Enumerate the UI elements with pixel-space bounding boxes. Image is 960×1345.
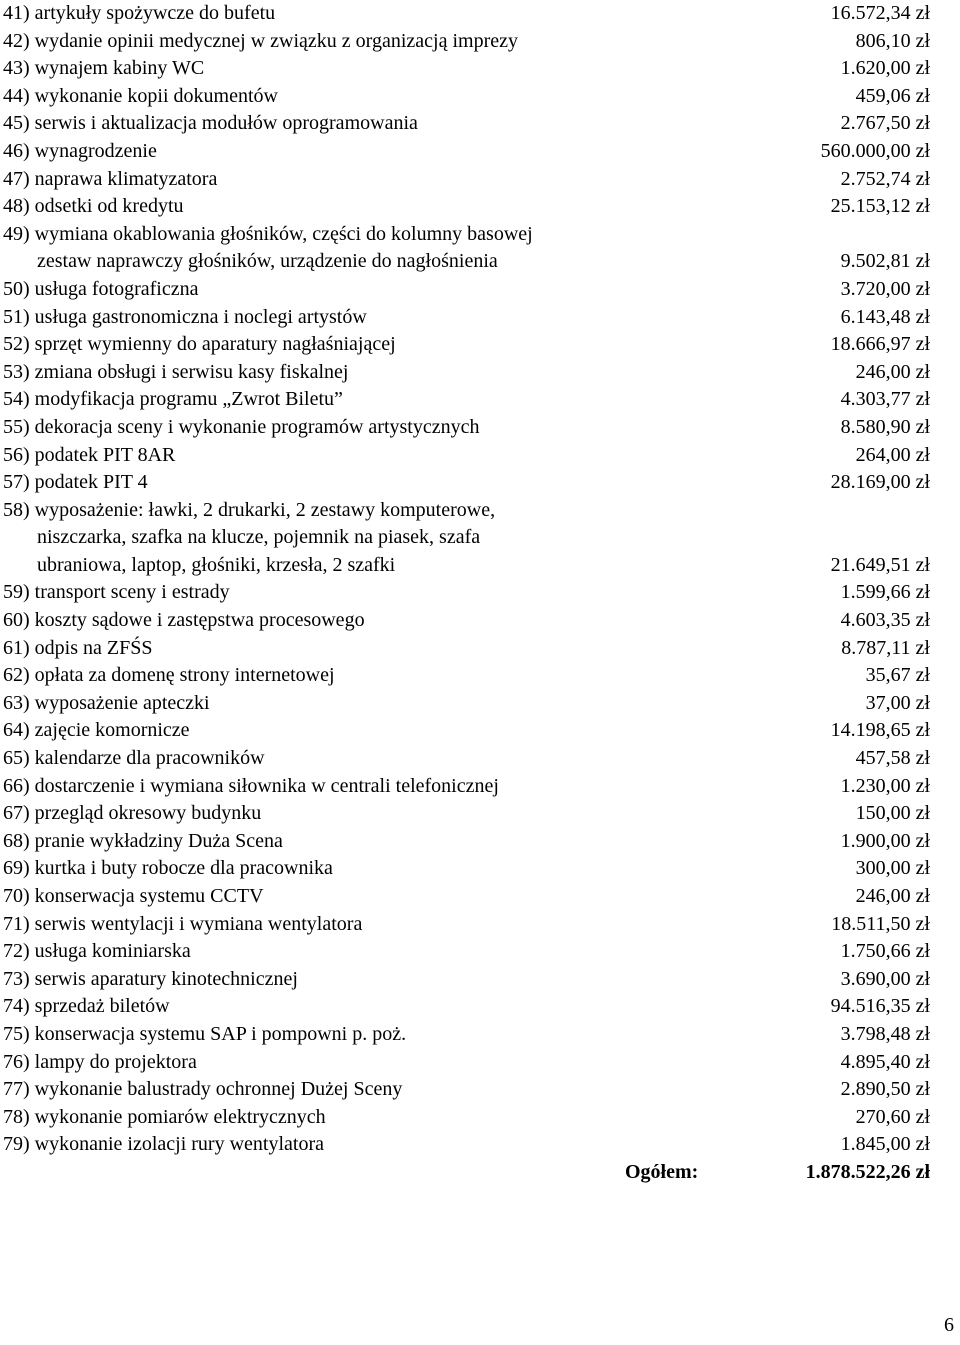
expense-item bbox=[0, 276, 960, 304]
expense-item-description bbox=[3, 414, 930, 442]
expense-item-amount: 3.798,48 zł bbox=[840, 1022, 930, 1045]
expense-item-description bbox=[3, 1104, 930, 1132]
expense-item bbox=[0, 331, 960, 359]
expense-item-amount: 1.620,00 zł bbox=[840, 57, 930, 80]
expense-item-amount: 246,00 zł bbox=[855, 360, 930, 383]
expense-item-description bbox=[3, 855, 930, 883]
expense-item-amount: 1.845,00 zł bbox=[840, 1133, 930, 1156]
expense-item-description-line: 77) wykonanie balustrady ochronnej Dużej Sceny bbox=[3, 1078, 403, 1101]
expense-item-description-line: 49) wymiana okablowania głośników, części do kolumny basowej bbox=[3, 222, 533, 245]
page-number: 6 bbox=[944, 1314, 954, 1336]
expense-item-amount: 1.900,00 zł bbox=[840, 829, 930, 852]
expense-item-description-line: niszczarka, szafka na klucze, pojemnik na piasek, szafa bbox=[37, 526, 481, 549]
expense-item-description-line: 62) opłata za domenę strony internetowej bbox=[3, 664, 335, 687]
expense-item-description bbox=[3, 883, 930, 911]
expense-item-amount: 1.599,66 zł bbox=[840, 581, 930, 604]
expense-item-amount: 246,00 zł bbox=[855, 885, 930, 907]
expense-item-description bbox=[3, 1049, 930, 1077]
expense-item bbox=[0, 1049, 960, 1077]
expense-item-description-line: 79) wykonanie izolacji rury wentylatora bbox=[3, 1133, 324, 1156]
expense-item bbox=[0, 414, 960, 442]
expense-item-amount: 457,58 zł bbox=[855, 747, 930, 770]
expense-item-description-line: 46) wynagrodzenie bbox=[3, 139, 157, 162]
expense-item-description-line: 55) dekoracja sceny i wykonanie programów artystycznych bbox=[3, 415, 480, 438]
expense-item-amount: 4.303,77 zł bbox=[840, 388, 930, 411]
expense-item-description bbox=[3, 745, 930, 773]
expense-item-description-line: 43) wynajem kabiny WC bbox=[3, 57, 205, 80]
expense-item-description bbox=[3, 579, 930, 607]
expense-item bbox=[0, 221, 960, 276]
expense-item-description bbox=[3, 193, 930, 221]
expense-item-amount: 264,00 zł bbox=[855, 443, 930, 466]
expense-item bbox=[0, 1104, 960, 1132]
expense-item-description-line: 57) podatek PIT 4 bbox=[3, 471, 148, 494]
expense-item-description bbox=[3, 110, 930, 138]
expense-item bbox=[0, 717, 960, 745]
expense-item-description bbox=[3, 386, 930, 414]
expense-item-amount: 14.198,65 zł bbox=[830, 719, 930, 742]
expense-item-description-line: 51) usługa gastronomiczna i noclegi artystów bbox=[3, 305, 367, 328]
expense-item-description-line: 69) kurtka i buty robocze dla pracownika bbox=[3, 857, 333, 880]
expense-item-amount: 28.169,00 zł bbox=[830, 471, 930, 494]
expense-item bbox=[0, 1131, 960, 1159]
expense-item-description bbox=[3, 83, 930, 111]
expense-item-description-line: 66) dostarczenie i wymiana siłownika w centrali telefonicznej bbox=[3, 774, 499, 797]
expense-item-description bbox=[3, 1131, 930, 1159]
expense-item-description-line: 72) usługa kominiarska bbox=[3, 940, 191, 963]
expense-item-description bbox=[3, 331, 930, 359]
expense-item-description bbox=[3, 690, 930, 718]
expense-item-description-line: 74) sprzedaż biletów bbox=[3, 995, 170, 1018]
expense-item-description-line: 42) wydanie opinii medycznej w związku z organizacją imprezy bbox=[3, 29, 518, 52]
expense-item bbox=[0, 1021, 960, 1049]
expense-item-amount: 806,10 zł bbox=[855, 29, 930, 52]
expense-item-description bbox=[3, 1076, 930, 1104]
expense-item-description-line: 65) kalendarze dla pracowników bbox=[3, 747, 265, 770]
expense-item-description-line: 71) serwis wentylacji i wymiana wentylatora bbox=[3, 912, 363, 935]
expense-item bbox=[0, 690, 960, 718]
expense-item-description bbox=[3, 993, 930, 1021]
expense-item-amount: 8.580,90 zł bbox=[840, 415, 930, 438]
expense-item-description bbox=[3, 166, 930, 194]
expense-item-description-line: 58) wyposażenie: ławki, 2 drukarki, 2 zestawy komputerowe, bbox=[3, 498, 496, 521]
expense-item bbox=[0, 773, 960, 801]
expense-item-amount: 150,00 zł bbox=[855, 802, 930, 825]
expense-item-description-line: 48) odsetki od kredytu bbox=[3, 195, 184, 218]
expense-item-description-line: 47) naprawa klimatyzatora bbox=[3, 167, 218, 190]
expense-item-amount: 270,60 zł bbox=[855, 1105, 930, 1128]
expense-item bbox=[0, 55, 960, 83]
expense-item-description-line: 56) podatek PIT 8AR bbox=[3, 443, 176, 466]
expense-item-description bbox=[3, 469, 930, 497]
expense-item-amount: 3.690,00 zł bbox=[840, 967, 930, 990]
expense-item-amount: 459,06 zł bbox=[855, 84, 930, 107]
expense-item-description bbox=[3, 0, 930, 28]
expense-item-description-line: 44) wykonanie kopii dokumentów bbox=[3, 84, 278, 107]
expense-item bbox=[0, 883, 960, 911]
expense-item-description bbox=[3, 607, 930, 635]
expense-item bbox=[0, 745, 960, 773]
expense-item-amount: 9.502,81 zł bbox=[840, 250, 930, 273]
expense-item-description bbox=[3, 497, 930, 580]
expense-item-amount: 2.767,50 zł bbox=[840, 112, 930, 135]
expense-item bbox=[0, 938, 960, 966]
expense-item-description-line: 63) wyposażenie apteczki bbox=[3, 691, 210, 714]
expense-item bbox=[0, 579, 960, 607]
expense-item-description bbox=[3, 138, 930, 166]
expense-item-description bbox=[3, 966, 930, 994]
total-row bbox=[0, 1159, 960, 1187]
expense-item bbox=[0, 0, 960, 28]
expense-item-description-line: 78) wykonanie pomiarów elektrycznych bbox=[3, 1105, 326, 1128]
expense-item bbox=[0, 607, 960, 635]
expense-item bbox=[0, 828, 960, 856]
expense-item-description-line: 54) modyfikacja programu „Zwrot Biletu” bbox=[3, 388, 343, 411]
expense-item bbox=[0, 993, 960, 1021]
total-label: Ogółem: bbox=[625, 1160, 699, 1183]
expense-item-description bbox=[3, 55, 930, 83]
expense-item-amount: 25.153,12 zł bbox=[830, 195, 930, 218]
expense-item-description bbox=[3, 828, 930, 856]
expense-item-description-line: 75) konserwacja systemu SAP i pompowni p. poż. bbox=[3, 1022, 407, 1045]
expense-item-description-line: 60) koszty sądowe i zastępstwa procesowego bbox=[3, 609, 365, 632]
expense-item-description bbox=[3, 911, 930, 939]
expense-item-description-line: 50) usługa fotograficzna bbox=[3, 277, 199, 300]
expense-item bbox=[0, 662, 960, 690]
expense-item bbox=[0, 469, 960, 497]
expense-item-description-line: 76) lampy do projektora bbox=[3, 1050, 197, 1073]
expense-item bbox=[0, 110, 960, 138]
expense-item-amount: 300,00 zł bbox=[855, 857, 930, 880]
expense-item-description-line: ubraniowa, laptop, głośniki, krzesła, 2 szafki bbox=[37, 553, 396, 576]
expense-item-amount: 6.143,48 zł bbox=[840, 305, 930, 328]
expense-item bbox=[0, 28, 960, 56]
expense-item-amount: 18.511,50 zł bbox=[831, 912, 930, 935]
expense-item bbox=[0, 138, 960, 166]
expense-item-description bbox=[3, 717, 930, 745]
expense-item-description bbox=[3, 662, 930, 690]
expense-item-description bbox=[3, 359, 930, 387]
expense-item bbox=[0, 911, 960, 939]
expense-item-amount: 2.752,74 zł bbox=[840, 167, 930, 190]
expense-item bbox=[0, 966, 960, 994]
expense-item-description-line: 45) serwis i aktualizacja modułów oprogramowania bbox=[3, 112, 418, 135]
total-value: 1.878.522,26 zł bbox=[805, 1160, 930, 1183]
expense-item-amount: 1.750,66 zł bbox=[840, 940, 930, 963]
expense-item-description-line: 52) sprzęt wymienny do aparatury nagłaśniającej bbox=[3, 333, 396, 356]
expense-item-description bbox=[3, 221, 930, 276]
expense-item bbox=[0, 359, 960, 387]
expense-item bbox=[0, 800, 960, 828]
expense-item-amount: 3.720,00 zł bbox=[840, 277, 930, 300]
expense-item-description-line: 53) zmiana obsługi i serwisu kasy fiskalnej bbox=[3, 360, 349, 383]
expense-item-description-line: 73) serwis aparatury kinotechnicznej bbox=[3, 967, 298, 990]
expense-item-description bbox=[3, 1021, 930, 1049]
expense-item-amount: 8.787,11 zł bbox=[841, 636, 930, 659]
expense-item-description-line: 67) przegląd okresowy budynku bbox=[3, 802, 262, 825]
expense-item bbox=[0, 855, 960, 883]
expense-item-description bbox=[3, 800, 930, 828]
expense-item bbox=[0, 497, 960, 580]
expense-item bbox=[0, 635, 960, 663]
expense-item-description-line: 61) odpis na ZFŚS bbox=[3, 636, 153, 659]
expense-item-amount: 4.603,35 zł bbox=[840, 609, 930, 632]
expense-item-amount: 18.666,97 zł bbox=[830, 333, 930, 356]
expense-item-description-line: 70) konserwacja systemu CCTV bbox=[3, 885, 264, 907]
expense-item-description-line: 59) transport sceny i estrady bbox=[3, 581, 230, 604]
expense-item-description bbox=[3, 276, 930, 304]
expense-item bbox=[0, 166, 960, 194]
expense-item bbox=[0, 83, 960, 111]
expense-item-amount: 1.230,00 zł bbox=[840, 774, 930, 797]
expense-item-amount: 560.000,00 zł bbox=[820, 139, 930, 162]
expense-item-description bbox=[3, 304, 930, 332]
expense-item bbox=[0, 386, 960, 414]
expense-item-description bbox=[3, 938, 930, 966]
expense-item-amount: 2.890,50 zł bbox=[840, 1078, 930, 1101]
expense-item bbox=[0, 304, 960, 332]
expense-item bbox=[0, 442, 960, 470]
expense-item-description-line: 64) zajęcie komornicze bbox=[3, 719, 190, 742]
expense-item-description bbox=[3, 442, 930, 470]
expense-item-description bbox=[3, 28, 930, 56]
expense-item bbox=[0, 1076, 960, 1104]
expense-item-amount: 4.895,40 zł bbox=[840, 1050, 930, 1073]
expense-item-amount: 21.649,51 zł bbox=[830, 553, 930, 576]
expense-item-amount: 16.572,34 zł bbox=[830, 2, 930, 24]
expense-item-amount: 94.516,35 zł bbox=[830, 995, 930, 1018]
expense-item-description-line: 68) pranie wykładziny Duża Scena bbox=[3, 829, 283, 852]
expense-item bbox=[0, 193, 960, 221]
expense-item-description-line: 41) artykuły spożywcze do bufetu bbox=[3, 2, 276, 24]
expense-item-amount: 37,00 zł bbox=[865, 691, 930, 714]
expense-item-description bbox=[3, 773, 930, 801]
expense-item-description bbox=[3, 635, 930, 663]
expense-item-description-line: zestaw naprawczy głośników, urządzenie do nagłośnienia bbox=[37, 250, 498, 273]
expense-item-amount: 35,67 zł bbox=[865, 664, 930, 687]
